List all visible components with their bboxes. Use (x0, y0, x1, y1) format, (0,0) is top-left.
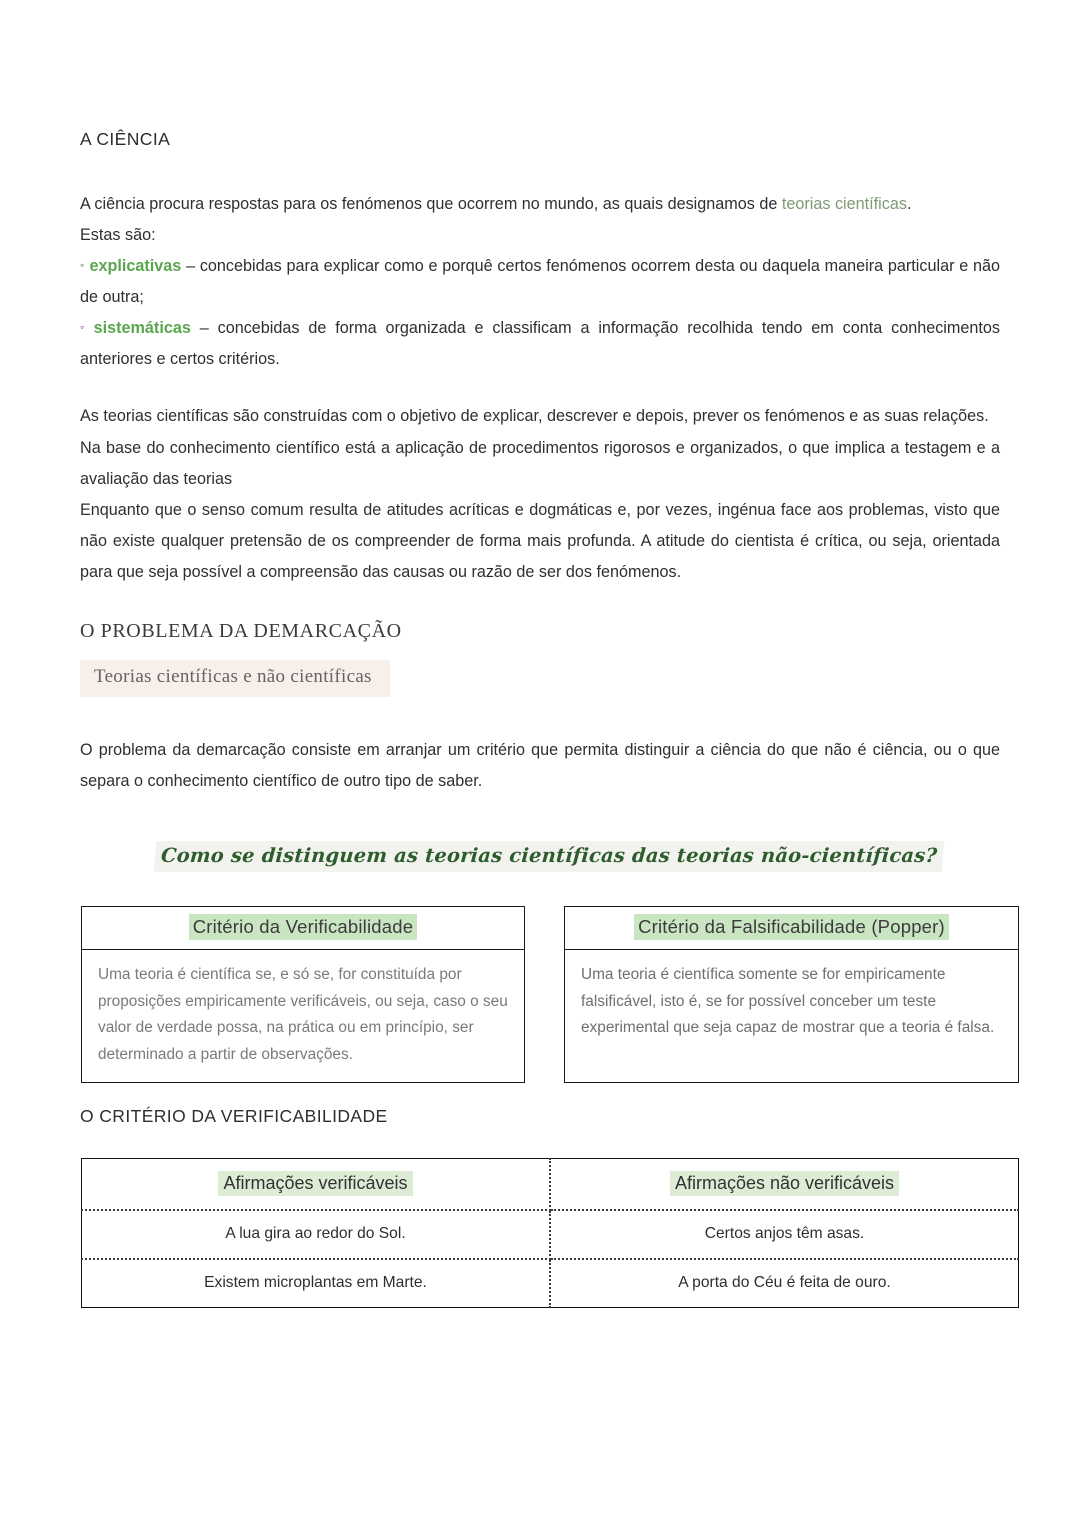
card-title-verificabilidade: Critério da Verificabilidade (189, 914, 418, 940)
paragraph-base-conhecimento: Na base do conhecimento científico está a aplicação de procedimentos rigorosos e organizados, o que implica a testagem e a avaliação das teorias (80, 438, 1000, 488)
question-wrapper (80, 841, 1018, 872)
document-content (80, 128, 1000, 1308)
bullet-item-sistematicas (80, 313, 1000, 375)
handwritten-question: Como se distinguem as teorias científicas das teorias não-científicas? (154, 841, 944, 872)
paragraph-problema-demarcacao: O problema da demarcação consiste em arranjar um critério que permita distinguir a ciência do que não é ciência, ou o que separa o conhecimento científico de outro tipo de saber. (80, 740, 1000, 790)
table-row (82, 1210, 1019, 1259)
intro-text-part1: A ciência procura respostas para os fenómenos que ocorrem no mundo, as quais designamos de (80, 194, 782, 213)
table-row (82, 1259, 1019, 1308)
bullet-text-sistematicas: – concebidas de forma organizada e classificam a informação recolhida tendo em conta conhecimentos anteriores e certos critérios. (80, 319, 1000, 369)
table-header-label-verificaveis: Afirmações verificáveis (218, 1171, 412, 1196)
heading-criterio-verificabilidade: O CRITÉRIO DA VERIFICABILIDADE (80, 1106, 388, 1127)
card-body-falsificabilidade: Uma teoria é científica somente se for empiricamente falsificável, isto é, se for possível conceber um teste experimental que seja capaz de mostrar que a teoria é falsa. (581, 966, 995, 1037)
heading-a-ciencia: A CIÊNCIA (80, 129, 171, 149)
bullet-term-explicativas: explicativas (89, 256, 182, 275)
paragraph-teorias-construidas: As teorias científicas são construídas com o objetivo de explicar, descrever e depois, prever os fenómenos e as suas relações. (80, 407, 989, 426)
inline-term-teorias-cientificas: teorias científicas (781, 194, 907, 213)
table-cell-r1c2: Certos anjos têm asas. (550, 1210, 1019, 1259)
card-criterio-verificabilidade (81, 906, 525, 1083)
table-header-cell-verificaveis (82, 1158, 551, 1210)
heading-problema-demarcacao: O PROBLEMA DA DEMARCAÇÃO (80, 620, 402, 643)
bullet-glyph-icon: ◦ (80, 257, 85, 272)
tag-teorias-cientificas-e-nao-cientificas: Teorias científicas e não científicas (80, 660, 390, 697)
paragraph-senso-comum: Enquanto que o senso comum resulta de atitudes acríticas e dogmáticas e, por vezes, ingénua face aos problemas, visto que não existe qualquer pretensão de os compreender de forma mais profunda. A atitude do cientista é crítica, ou seja, orientada para que seja possível a compreensão das causas ou razão de ser dos fenómenos. (80, 500, 1000, 581)
bullet-term-sistematicas: sistemáticas (93, 319, 191, 338)
card-body-verificabilidade: Uma teoria é científica se, e só se, for constituída por proposições empiricamente verificáveis, ou seja, caso o seu valor de verdade possa, na prática ou em princípio, ser determinado a partir de observações. (98, 966, 508, 1063)
intro-text-part2: . (906, 194, 912, 213)
tag-box-wrapper (80, 660, 1000, 697)
card-header-verificabilidade (82, 907, 524, 950)
table-afirmacoes (81, 1158, 1019, 1308)
card-title-falsificabilidade: Critério da Falsificabilidade (Popper) (634, 914, 949, 940)
table-header-label-nao-verificaveis: Afirmações não verificáveis (670, 1171, 899, 1196)
card-header-falsificabilidade (565, 907, 1018, 950)
paragraph-estas-sao: Estas são: (80, 225, 156, 244)
table-cell-r2c1: Existem microplantas em Marte. (82, 1259, 551, 1308)
paragraph-intro (80, 189, 1000, 220)
bullet-glyph-icon-2: ◦ (80, 320, 89, 335)
bullet-text-explicativas: – concebidas para explicar como e porquê certos fenómenos ocorrem desta ou daquela maneira particular e não de outra; (80, 256, 1000, 307)
card-criterio-falsificabilidade (564, 906, 1019, 1083)
table-cell-r2c2: A porta do Céu é feita de ouro. (678, 1274, 891, 1292)
criterion-card-group (81, 906, 1019, 1083)
table-header-row (82, 1158, 1019, 1210)
table-header-cell-nao-verificaveis (550, 1158, 1019, 1210)
bullet-item-explicativas (80, 251, 1000, 313)
table-cell-r1c1: A lua gira ao redor do Sol. (82, 1210, 551, 1259)
